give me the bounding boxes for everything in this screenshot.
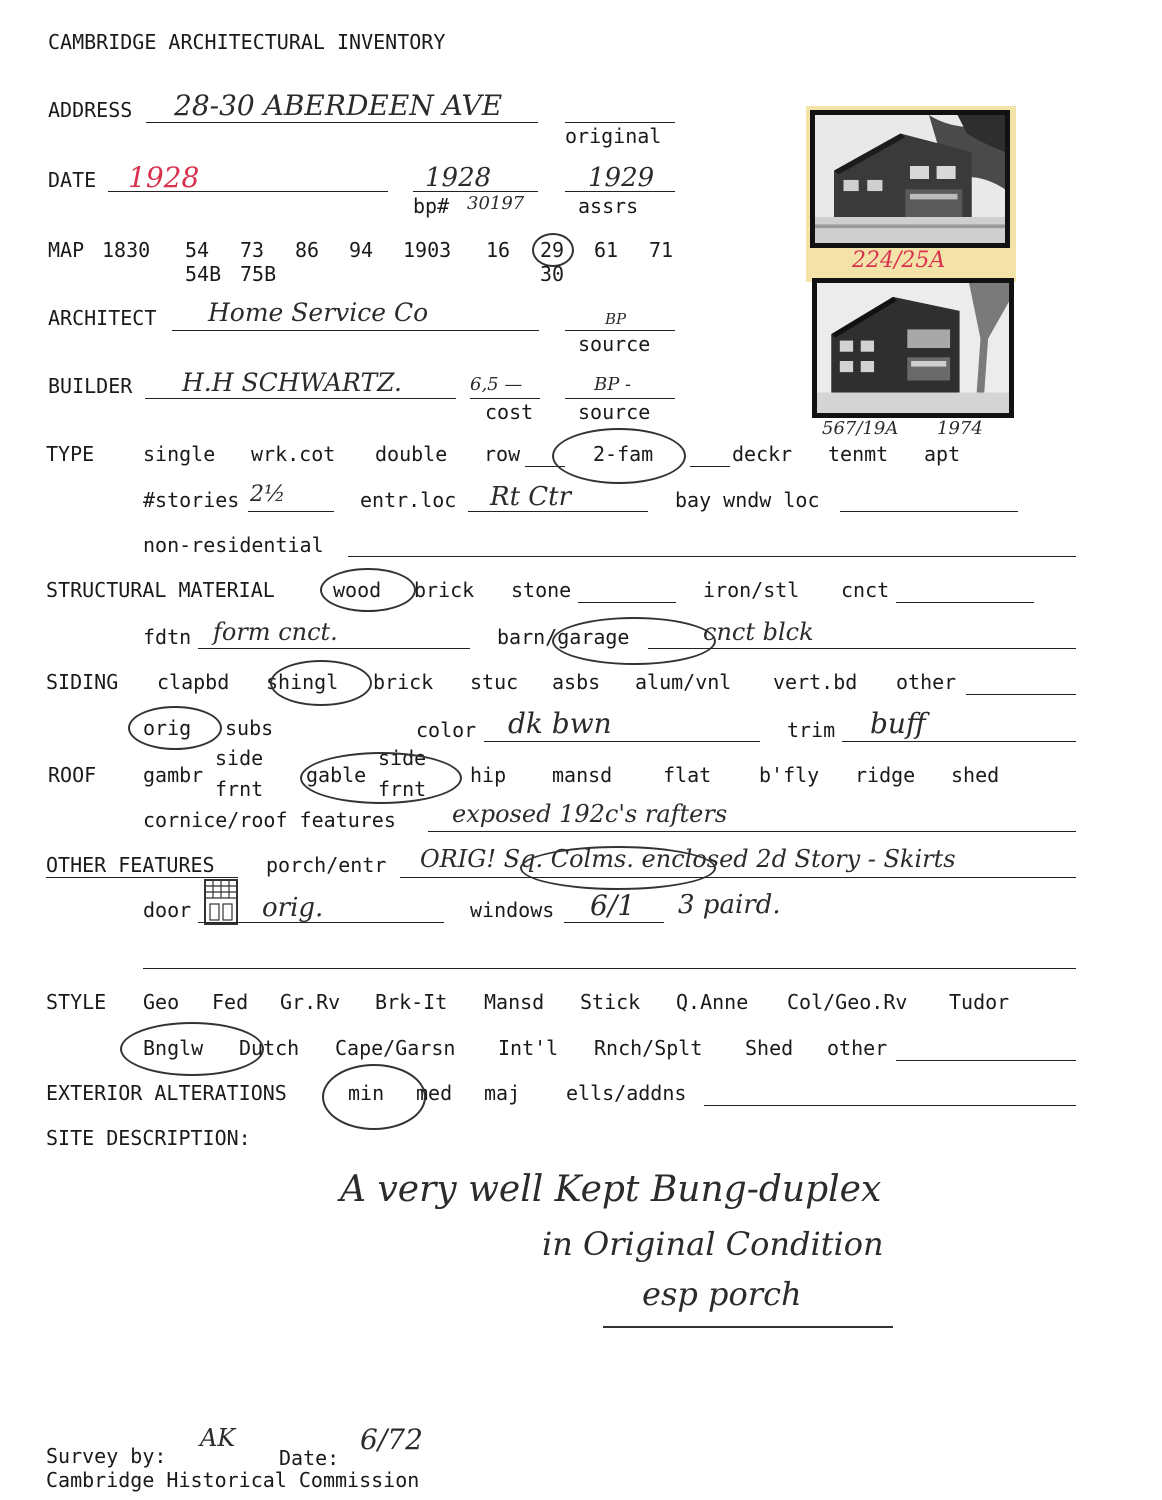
structural-option: brick	[414, 578, 475, 602]
photo-bottom-caption-left: 567/19A	[822, 418, 899, 439]
roof-option: mansd	[552, 763, 613, 787]
map-year: 75B	[240, 262, 277, 286]
date-value: 1928	[128, 161, 200, 194]
color-value: dk bwn	[508, 707, 612, 740]
color-label: color	[416, 718, 477, 742]
date-line	[108, 191, 388, 192]
barn-label: barn/garage	[497, 625, 630, 649]
roof-option: shed	[951, 763, 1000, 787]
siding-label: SIDING	[46, 670, 119, 694]
site-line-2: in Original Condition	[542, 1225, 884, 1263]
roof-gambr: gambr	[143, 763, 204, 787]
siding-option: alum/vnl	[635, 670, 732, 694]
style-option: Int'l	[498, 1036, 559, 1060]
style-option: Rnch/Splt	[594, 1036, 703, 1060]
porch-value: ORIG! Sq. Colms. enclosed 2d Story - Skirts	[420, 845, 956, 873]
map-year: 1830	[102, 238, 151, 262]
orig-label: orig	[143, 716, 192, 740]
structural-circle	[320, 568, 416, 612]
entr-label: entr.loc	[360, 488, 457, 512]
style-option: Dutch	[239, 1036, 300, 1060]
cornice-value: exposed 192c's rafters	[452, 800, 728, 828]
map-year: 54B	[185, 262, 222, 286]
alterations-option: med	[416, 1081, 453, 1105]
type-option: wrk.cot	[251, 442, 336, 466]
stories-value: 2½	[250, 482, 286, 507]
date-footer-label: Date:	[279, 1446, 340, 1470]
builder-source-value: BP -	[594, 374, 632, 395]
style-option: Col/Geo.Rv	[787, 990, 908, 1014]
bp-number: 30197	[467, 193, 525, 214]
roof-option: flat	[663, 763, 712, 787]
fdtn-line	[198, 648, 470, 649]
architect-source-label: source	[578, 332, 651, 356]
type-option: deckr	[732, 442, 793, 466]
bay-label: bay wndw loc	[675, 488, 820, 512]
photo-top-caption: 224/25A	[852, 248, 946, 273]
site-line-3: esp porch	[642, 1275, 802, 1313]
style-option: Geo	[143, 990, 180, 1014]
builder-value: H.H SCHWARTZ.	[182, 368, 402, 397]
survey-label: Survey by:	[46, 1444, 167, 1468]
form-title: CAMBRIDGE ARCHITECTURAL INVENTORY	[48, 30, 446, 54]
type-option: tenmt	[828, 442, 889, 466]
architect-source-line	[565, 330, 675, 331]
cost-label: cost	[485, 400, 534, 424]
assrs-date-value: 1929	[588, 163, 655, 193]
alterations-line	[704, 1105, 1076, 1106]
roof-gambr-side: side	[215, 746, 264, 770]
map-year: 1903	[403, 238, 452, 262]
porch-line	[400, 877, 1076, 878]
orig-circle	[128, 706, 222, 750]
cost-value: 6,5 —	[470, 374, 523, 395]
architect-label: ARCHITECT	[48, 306, 157, 330]
type-circle	[552, 428, 686, 484]
bp-label: bp#	[413, 194, 450, 218]
siding-option: other	[896, 670, 957, 694]
nonres-line	[348, 556, 1076, 557]
date-label: DATE	[48, 168, 97, 192]
structural-label: STRUCTURAL MATERIAL	[46, 578, 275, 602]
bay-line	[840, 511, 1018, 512]
door-value: orig.	[262, 893, 324, 923]
entr-line	[468, 511, 648, 512]
porch-circle	[520, 846, 716, 890]
porch-label: porch/entr	[266, 853, 387, 877]
map-year: 61	[594, 238, 619, 262]
architect-source-value: BP	[605, 310, 627, 328]
style-option: Stick	[580, 990, 641, 1014]
original-line	[565, 122, 675, 123]
map-year: 86	[295, 238, 320, 262]
cornice-label: cornice/roof features	[143, 808, 396, 832]
windows-line	[564, 922, 664, 923]
bp-date-line	[413, 191, 538, 192]
deckr-line	[690, 466, 730, 467]
roof-label: ROOF	[48, 763, 97, 787]
map-year: 71	[649, 238, 674, 262]
siding-option: stuc	[470, 670, 519, 694]
map-year: 29	[540, 238, 565, 262]
cost-line	[470, 398, 540, 399]
siding-other-line	[966, 694, 1076, 695]
roof-gable-side: side	[378, 746, 427, 770]
map-year: 73	[240, 238, 265, 262]
trim-line	[842, 741, 1076, 742]
address-line	[146, 122, 538, 123]
color-line	[484, 741, 760, 742]
house-photo-bottom	[812, 278, 1014, 418]
map-year: 30	[540, 262, 565, 286]
style-option-bnglw: Bnglw	[143, 1036, 204, 1060]
alterations-option: ells/addns	[566, 1081, 687, 1105]
bp-date-value: 1928	[425, 163, 492, 193]
assrs-line	[565, 191, 675, 192]
trim-value: buff	[870, 707, 926, 740]
fdtn-value: form cnct.	[213, 618, 338, 646]
cornice-line	[428, 831, 1076, 832]
siding-option: brick	[373, 670, 434, 694]
architect-line	[172, 330, 539, 331]
builder-line	[145, 398, 456, 399]
address-value: 28-30 ABERDEEN AVE	[174, 89, 503, 122]
barn-line	[648, 648, 1076, 649]
style-option: Q.Anne	[676, 990, 749, 1014]
structural-option-wood: wood	[333, 578, 382, 602]
style-option: Fed	[212, 990, 249, 1014]
windows-note: 3 paird.	[678, 890, 781, 920]
other-features-label: OTHER FEATURES	[46, 853, 215, 877]
stories-label: #stories	[143, 488, 240, 512]
style-option: Mansd	[484, 990, 545, 1014]
type-option-2fam: 2-fam	[593, 442, 654, 466]
commission-label: Cambridge Historical Commission	[46, 1468, 420, 1492]
style-other-line	[896, 1060, 1076, 1061]
fdtn-label: fdtn	[143, 625, 192, 649]
type-option: apt	[924, 442, 961, 466]
entr-value: Rt Ctr	[490, 482, 572, 512]
roof-option: hip	[470, 763, 507, 787]
alterations-circle	[322, 1064, 426, 1130]
type-option: double	[375, 442, 448, 466]
original-label: original	[565, 124, 662, 148]
barn-circle	[552, 617, 716, 665]
map-year: 16	[486, 238, 511, 262]
siding-option: vert.bd	[773, 670, 858, 694]
structural-option: stone	[511, 578, 572, 602]
house-photo-top	[810, 110, 1010, 248]
roof-gable: gable	[306, 763, 367, 787]
alterations-option: maj	[484, 1081, 521, 1105]
architect-value: Home Service Co	[208, 298, 429, 327]
roof-gable-frnt: frnt	[378, 777, 427, 801]
style-option: Tudor	[949, 990, 1010, 1014]
stone-line	[578, 602, 676, 603]
address-label: ADDRESS	[48, 98, 133, 122]
style-option: Gr.Rv	[280, 990, 341, 1014]
date-footer-value: 6/72	[360, 1423, 423, 1456]
map-year: 54	[185, 238, 210, 262]
door-sketch-icon	[203, 878, 239, 926]
type-label: TYPE	[46, 442, 95, 466]
windows-label: windows	[470, 898, 555, 922]
type-option: row	[484, 442, 521, 466]
siding-option-shingl: shingl	[266, 670, 339, 694]
site-label: SITE DESCRIPTION:	[46, 1126, 251, 1150]
roof-option: b'fly	[759, 763, 820, 787]
style-option: Shed	[745, 1036, 794, 1060]
siding-option: clapbd	[157, 670, 230, 694]
door-label: door	[143, 898, 192, 922]
windows-value: 6/1	[590, 889, 636, 922]
cnct-line	[896, 602, 1034, 603]
type-option: single	[143, 442, 216, 466]
builder-source-label: source	[578, 400, 651, 424]
door-line	[198, 922, 444, 923]
roof-gambr-frnt: frnt	[215, 777, 264, 801]
alterations-option-min: min	[348, 1081, 385, 1105]
barn-value: cnct blck	[703, 618, 814, 646]
builder-source-line	[565, 398, 675, 399]
assrs-label: assrs	[578, 194, 639, 218]
siding-circle	[270, 660, 372, 706]
roof-circle	[300, 752, 462, 804]
structural-option: iron/stl	[703, 578, 800, 602]
trim-label: trim	[787, 718, 836, 742]
subs-label: subs	[225, 716, 274, 740]
photo-bottom-caption-right: 1974	[937, 418, 983, 439]
site-underline	[603, 1326, 893, 1328]
survey-value: AK	[200, 1424, 236, 1452]
builder-label: BUILDER	[48, 374, 133, 398]
structural-option: cnct	[841, 578, 890, 602]
site-line-1: A very well Kept Bung-duplex	[340, 1169, 882, 1210]
map-year: 94	[349, 238, 374, 262]
style-option: Brk-It	[375, 990, 448, 1014]
style-option: Cape/Garsn	[335, 1036, 456, 1060]
nonres-label: non-residential	[143, 533, 324, 557]
roof-option: ridge	[855, 763, 916, 787]
style-option: other	[827, 1036, 888, 1060]
extra-line	[143, 968, 1076, 969]
map-label: MAP	[48, 238, 85, 262]
stories-line	[248, 511, 334, 512]
style-label: STYLE	[46, 990, 107, 1014]
alterations-label: EXTERIOR ALTERATIONS	[46, 1081, 287, 1105]
siding-option: asbs	[552, 670, 601, 694]
